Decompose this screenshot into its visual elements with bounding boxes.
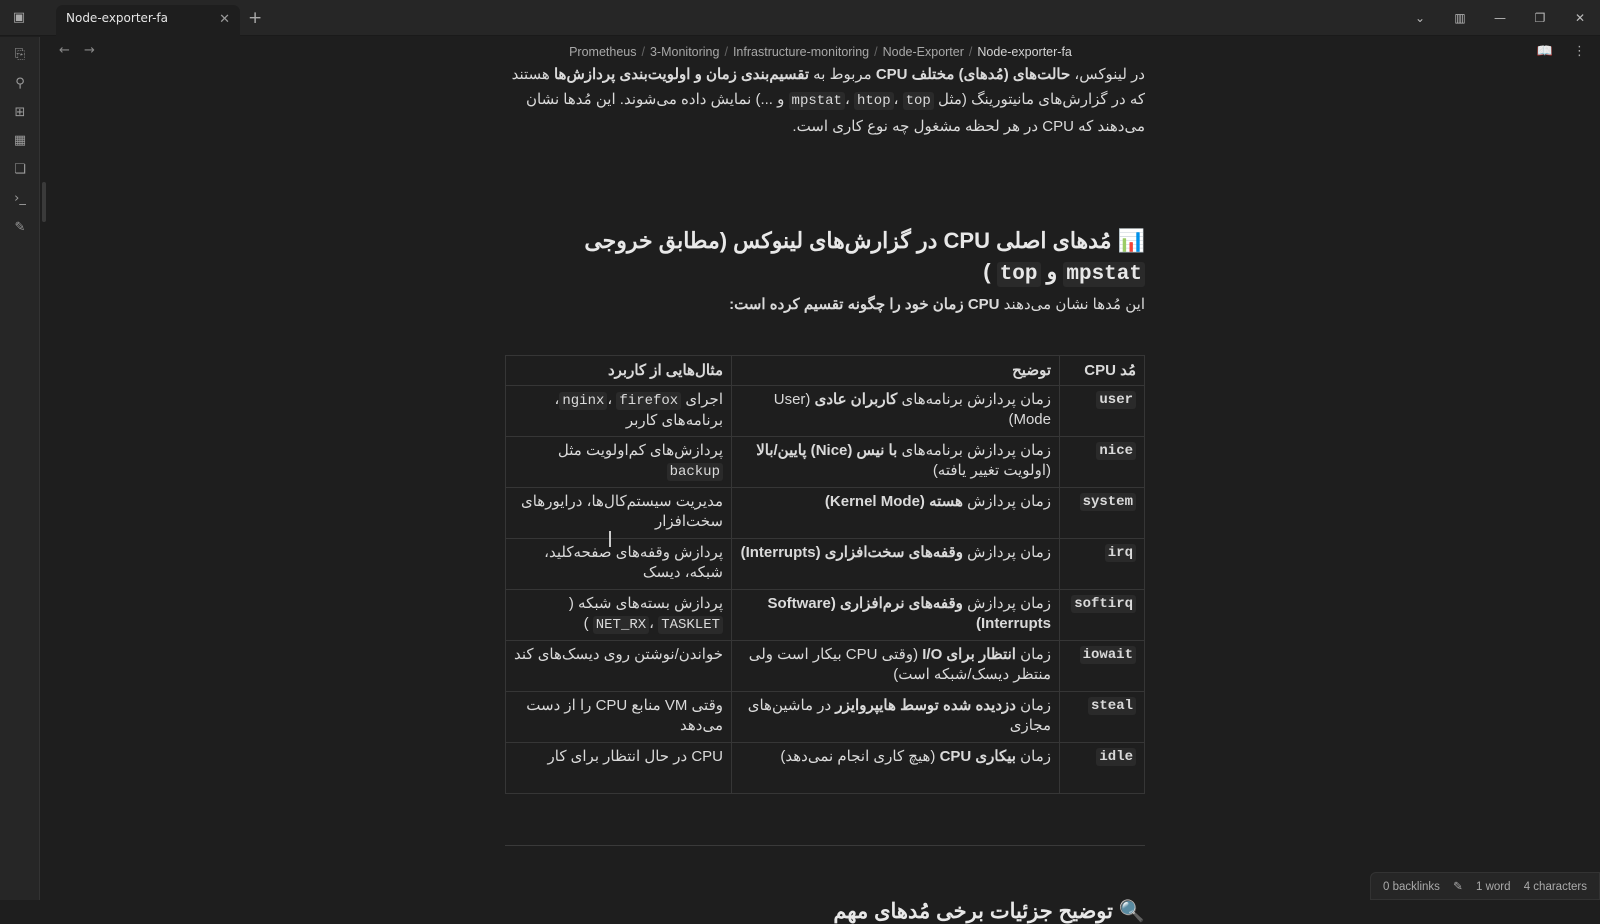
close-tab-icon[interactable]: ✕ bbox=[219, 12, 230, 27]
new-tab-icon[interactable]: + bbox=[248, 8, 262, 28]
description-cell: زمان دزدیده شده توسط هایپروایزر در ماشین‌های مجازی bbox=[732, 692, 1060, 743]
breadcrumb-item[interactable]: Prometheus bbox=[569, 45, 636, 59]
example-cell: پردازش بسته‌های شبکه ( NET_RX ، TASKLET ) bbox=[506, 590, 732, 641]
sidebar-toggle-icon[interactable]: ▣ bbox=[10, 9, 28, 27]
tab-list-chevron-icon[interactable]: ⌄ bbox=[1400, 0, 1440, 36]
breadcrumb-item[interactable]: 3-Monitoring bbox=[650, 45, 719, 59]
table-row bbox=[506, 386, 1145, 437]
view-actions bbox=[1521, 44, 1586, 59]
note-content bbox=[505, 62, 1145, 924]
horizontal-rule bbox=[505, 845, 1145, 846]
example-cell: وقتی VM منابع CPU را از دست می‌دهد bbox=[506, 692, 732, 743]
forward-arrow-icon[interactable]: → bbox=[84, 43, 95, 58]
description-cell: زمان پردازش برنامه‌های با نیس (Nice) پایین/بالا (اولویت تغییر یافته) bbox=[732, 437, 1060, 488]
table-row bbox=[506, 641, 1145, 692]
reading-view-icon[interactable]: 📖 bbox=[1537, 44, 1553, 59]
description-cell: زمان پردازش هسته (Kernel Mode) bbox=[732, 488, 1060, 539]
column-header: مثال‌هایی از کاربرد bbox=[506, 356, 732, 386]
character-count: 4 characters bbox=[1524, 881, 1587, 893]
table-row bbox=[506, 539, 1145, 590]
example-cell: پردازش وقفه‌های صفحه‌کلید، شبکه، دیسک bbox=[506, 539, 732, 590]
table-header-row bbox=[506, 356, 1145, 386]
breadcrumb-item[interactable]: Infrastructure-monitoring bbox=[733, 45, 869, 59]
command-palette-icon[interactable]: ›_ bbox=[10, 189, 30, 209]
section-subtitle: این مُدها نشان می‌دهند CPU زمان خود را چگونه تقسیم کرده است: bbox=[505, 292, 1145, 317]
left-ribbon bbox=[0, 37, 40, 900]
description-cell: زمان بیکاری CPU (هیچ کاری انجام نمی‌دهد) bbox=[732, 743, 1060, 794]
example-cell: CPU در حال انتظار برای کار bbox=[506, 743, 732, 794]
ribbon-resize-handle[interactable] bbox=[42, 182, 46, 222]
mode-cell: system bbox=[1060, 488, 1145, 539]
inline-code: mpstat bbox=[1063, 262, 1145, 287]
open-quick-switcher-icon[interactable]: ⎘ bbox=[10, 45, 30, 65]
breadcrumb-item[interactable]: Node-Exporter bbox=[883, 45, 964, 59]
inline-code: htop bbox=[854, 92, 894, 110]
description-cell: زمان پردازش وقفه‌های نرم‌افزاری (Software Interrupts) bbox=[732, 590, 1060, 641]
templates-icon[interactable]: ❏ bbox=[10, 160, 30, 180]
example-cell: پردازش‌های کم‌اولویت مثل backup bbox=[506, 437, 732, 488]
edit-pencil-icon[interactable]: ✎ bbox=[1453, 881, 1463, 893]
table-row bbox=[506, 488, 1145, 539]
tab-node-exporter-fa[interactable] bbox=[56, 5, 240, 36]
title-bar bbox=[0, 0, 1600, 36]
inline-code: mpstat bbox=[789, 92, 845, 110]
bar-chart-icon: 📊 bbox=[1118, 228, 1145, 253]
mode-cell: iowait bbox=[1060, 641, 1145, 692]
description-cell: زمان پردازش وقفه‌های سخت‌افزاری (Interrupts) bbox=[732, 539, 1060, 590]
table-row bbox=[506, 692, 1145, 743]
mode-cell: steal bbox=[1060, 692, 1145, 743]
mode-cell: softirq bbox=[1060, 590, 1145, 641]
example-cell: اجرای nginx ، firefox، برنامه‌های کاربر bbox=[506, 386, 732, 437]
word-count: 1 word bbox=[1476, 881, 1511, 893]
maximize-icon[interactable]: ❐ bbox=[1520, 0, 1560, 36]
next-section-heading: 🔍 توضیح جزئیات برخی مُدهای مهم bbox=[505, 899, 1145, 924]
graph-view-icon[interactable]: ⚲ bbox=[10, 74, 30, 94]
right-sidebar-toggle-icon[interactable]: ▥ bbox=[1440, 0, 1480, 36]
status-bar bbox=[1370, 872, 1600, 900]
canvas-icon[interactable]: ⊞ bbox=[10, 103, 30, 123]
window-controls bbox=[1400, 0, 1600, 36]
intro-paragraph: در لینوکس، حالت‌های (مُدهای) مختلف CPU مربوط به تقسیم‌بندی زمان و اولویت‌بندی پردازش‌ها هستند که در گزارش‌های مانیتورینگ (مثل mpstat ، htop ، top و ...) نمایش داده می‌شوند. این مُدها نشان می‌دهند که CPU در هر لحظه مشغول چه نوع کاری است. bbox=[505, 62, 1145, 139]
more-options-icon[interactable]: ⋮ bbox=[1573, 44, 1586, 59]
table-row bbox=[506, 437, 1145, 488]
breadcrumb-current[interactable]: Node-exporter-fa bbox=[977, 45, 1072, 59]
text-cursor bbox=[609, 531, 611, 547]
inline-code: top bbox=[903, 92, 934, 110]
column-header: مُد CPU bbox=[1060, 356, 1145, 386]
breadcrumb: Prometheus / 3-Monitoring / Infrastructure-monitoring / Node-Exporter / Node-exporter-fa bbox=[41, 45, 1600, 59]
example-cell: خواندن/نوشتن روی دیسک‌های کند bbox=[506, 641, 732, 692]
mode-cell: irq bbox=[1060, 539, 1145, 590]
table-row bbox=[506, 590, 1145, 641]
column-header: توضیح bbox=[732, 356, 1060, 386]
mode-cell: nice bbox=[1060, 437, 1145, 488]
back-arrow-icon[interactable]: ← bbox=[59, 43, 70, 58]
mode-cell: idle bbox=[1060, 743, 1145, 794]
section-heading: 📊 مُدهای اصلی CPU در گزارش‌های لینوکس (مطابق خروجی mpstat و top ) bbox=[505, 225, 1145, 290]
inline-code: top bbox=[997, 262, 1041, 287]
magnifier-icon: 🔍 bbox=[1119, 900, 1145, 923]
close-window-icon[interactable]: ✕ bbox=[1560, 0, 1600, 36]
minimize-icon[interactable]: — bbox=[1480, 0, 1520, 36]
tab-title: Node-exporter-fa bbox=[66, 11, 168, 25]
table-row bbox=[506, 743, 1145, 794]
description-cell: زمان پردازش برنامه‌های کاربران عادی (User Mode) bbox=[732, 386, 1060, 437]
description-cell: زمان انتظار برای I/O (وقتی CPU بیکار است ولی منتظر دیسک/شبکه است) bbox=[732, 641, 1060, 692]
cpu-modes-table bbox=[505, 355, 1145, 794]
tools-icon[interactable]: ✎ bbox=[10, 218, 30, 238]
mode-cell: user bbox=[1060, 386, 1145, 437]
daily-note-calendar-icon[interactable]: ▦ bbox=[10, 131, 30, 151]
backlinks-count[interactable]: 0 backlinks bbox=[1383, 881, 1440, 893]
example-cell: مدیریت سیستم‌کال‌ها، درایورهای سخت‌افزار bbox=[506, 488, 732, 539]
